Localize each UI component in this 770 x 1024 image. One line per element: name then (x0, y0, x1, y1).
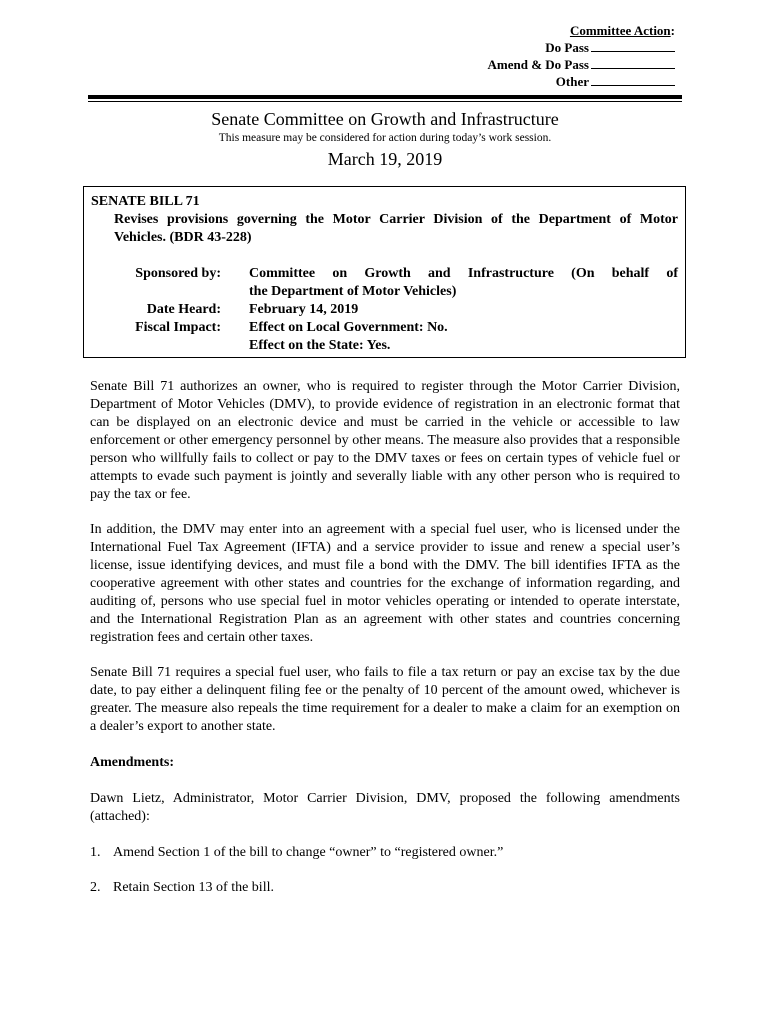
summary-paragraph-1: Senate Bill 71 authorizes an owner, who is required to register through the Motor Carrier Division, Department of Motor Vehicles (DMV), to provide evidence of registration in an electronic format that can be displayed on an electronic device and must be carried in the vehicle or accessible to law enforcement or other emergency personnel by other means. The measure also provides that a responsible person who willfully fails to collect or pay to the DMV taxes or fees on certain types of vehicle fuel or attempts to evade such payment is jointly and severally liable with any other person who is required to pay the tax or fee. (90, 379, 680, 502)
bill-number: SENATE BILL 71 (91, 194, 200, 209)
amendment-item-number: 2. (90, 880, 101, 895)
do-pass-label: Do Pass (545, 40, 589, 55)
date-heard-value: February 14, 2019 (249, 302, 359, 317)
fiscal-local: Effect on Local Government: No. (249, 320, 448, 335)
other-line (488, 73, 675, 90)
sponsored-value-line1: Committee on Growth and Infrastructure (On behalf of (249, 266, 678, 281)
amendment-item-1 (90, 844, 680, 862)
bill-description-line2: Vehicles. (BDR 43-228) (114, 230, 252, 245)
fiscal-state: Effect on the State: Yes. (249, 338, 391, 353)
amendment-item-2 (90, 879, 680, 897)
amend-do-pass-blank (591, 58, 675, 69)
sponsored-value-line2: the Department of Motor Vehicles) (249, 284, 457, 299)
bill-description (114, 211, 678, 247)
sponsored-label: Sponsored by: (135, 266, 221, 281)
committee-title: Senate Committee on Growth and Infrastructure (211, 109, 559, 129)
header-rule-thick (88, 95, 682, 99)
other-blank (591, 75, 675, 86)
date-heard-label: Date Heard: (146, 302, 221, 317)
amendment-item-number: 1. (90, 845, 101, 860)
amendment-item-text: Amend Section 1 of the bill to change “owner” to “registered owner.” (113, 845, 504, 860)
summary-paragraph-2: In addition, the DMV may enter into an agreement with a special fuel user, who is licensed under the International Fuel Tax Agreement (IFTA) and a service provider to issue and renew a special user’s license, issue identifying devices, and must file a bond with the DMV. The bill identifies IFTA as the cooperative agreement with other states and countries for the exchange of information regarding, and auditing of, persons who use special fuel in motor vehicles operating or intended to operate interstate, and the International Registration Plan as an agreement with other states and countries concerning registration fees and certain other taxes. (90, 522, 680, 645)
sponsored-value (249, 265, 678, 301)
other-label: Other (555, 74, 589, 89)
bill-description-line1: Revises provisions governing the Motor Carrier Division of the Department of Motor (114, 212, 678, 227)
bill-summary-box (83, 186, 686, 358)
amendment-item-text: Retain Section 13 of the bill. (113, 880, 274, 895)
header-rule-thin (88, 101, 682, 102)
amendments-intro: Dawn Lietz, Administrator, Motor Carrier Division, DMV, proposed the following amendments (attached): (90, 791, 680, 824)
work-session-note: This measure may be considered for action during today’s work session. (218, 132, 552, 144)
committee-action-title (488, 22, 675, 39)
hearing-date: March 19, 2019 (327, 149, 443, 169)
committee-action-block (488, 22, 675, 90)
summary-paragraph-3: Senate Bill 71 requires a special fuel user, who fails to file a tax return or pay an excise tax by the due date, to pay either a delinquent filing fee or the penalty of 10 percent of the amount owed, whichever is greater. The measure also repeals the time requirement for a dealer to make a claim for an exemption on a dealer’s export to another state. (90, 665, 680, 734)
amend-do-pass-label: Amend & Do Pass (487, 57, 589, 72)
fiscal-impact-label: Fiscal Impact: (135, 320, 221, 335)
amend-do-pass-line (488, 56, 675, 73)
fiscal-impact-value (249, 319, 678, 355)
committee-action-label: Committee Action (569, 23, 671, 38)
amendments-heading: Amendments: (90, 755, 174, 770)
do-pass-line (488, 39, 675, 56)
do-pass-blank (591, 41, 675, 52)
committee-action-colon: : (670, 23, 675, 38)
